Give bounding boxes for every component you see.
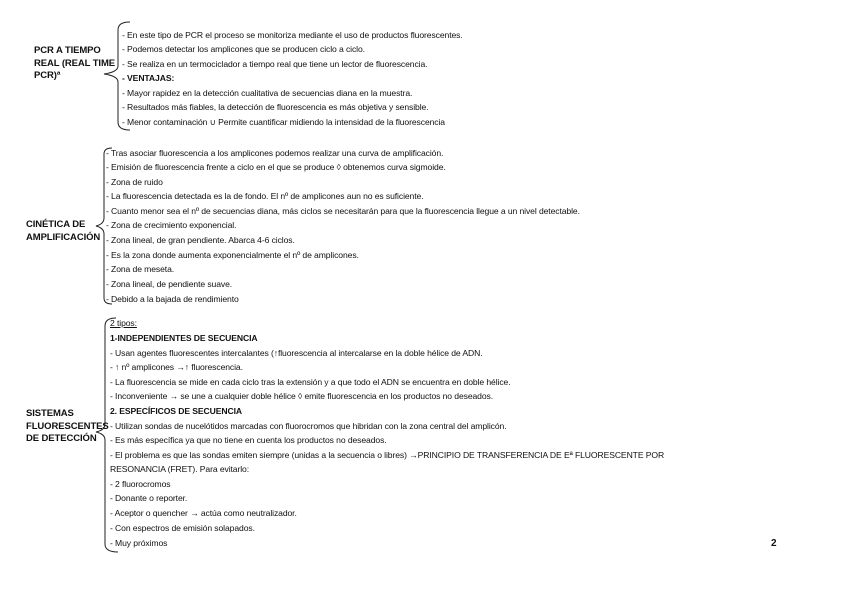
content-line: RESONANCIA (FRET). Para evitarlo: [110, 464, 250, 474]
content-line: - Usan agentes fluorescentes intercalantes (↑fluorescencia al intercalarse en la doble hélice de ADN. [110, 348, 483, 358]
section-label-cinetica [26, 219, 100, 244]
content-line: - Es la zona donde aumenta exponencialmente el nº de amplicones. [106, 250, 359, 260]
content-line: - Zona lineal, de gran pendiente. Abarca 4-6 ciclos. [106, 235, 295, 245]
content-line: - Zona de meseta. [106, 264, 175, 274]
content-line: - Menor contaminación ∪ Permite cuantificar midiendo la intensidad de la fluorescencia [122, 117, 445, 127]
tipos-heading: 2 tipos: [110, 318, 137, 328]
content-line: - En este tipo de PCR el proceso se monitoriza mediante el uso de productos fluorescentes. [122, 30, 463, 40]
content-line: - Podemos detectar los amplicones que se producen ciclo a ciclo. [122, 44, 365, 54]
content-line: - Se realiza en un termociclador a tiempo real que tiene un lector de fluorescencia. [122, 59, 428, 69]
content-line: - Aceptor o quencher → actúa como neutralizador. [110, 508, 297, 518]
section-label-pcr [34, 45, 115, 83]
content-line: - Muy próximos [110, 538, 168, 548]
section-label-sistemas [26, 408, 109, 446]
subheading-especificos: 2. ESPECÍFICOS DE SECUENCIA [110, 406, 242, 416]
label-line: DE DETECCIÓN [26, 433, 97, 444]
label-line: PCR)ª [34, 70, 61, 81]
content-line: - La fluorescencia se mide en cada ciclo tras la extensión y a que todo el ADN se encuentra en doble hélice. [110, 377, 511, 387]
subheading-independientes: 1-INDEPENDIENTES DE SECUENCIA [110, 333, 258, 343]
content-line: - Zona de ruido [106, 177, 163, 187]
content-line: - Debido a la bajada de rendimiento [106, 294, 239, 304]
label-line: REAL (REAL TIME [34, 57, 116, 69]
content-line: - Donante o reporter. [110, 493, 188, 503]
content-line: - Emisión de fluorescencia frente a ciclo en el que se produce ◊ obtenemos curva sigmoide. [106, 162, 446, 172]
page-number: 2 [771, 538, 777, 549]
content-line: - 2 fluorocromos [110, 479, 171, 489]
ventajas-heading: - VENTAJAS: [122, 73, 175, 83]
content-line: - Utilizan sondas de nucelótidos marcadas con fluorocromos que hibridan con la zona central del amplicón. [110, 421, 507, 431]
label-line: AMPLIFICACIÓN [26, 231, 101, 243]
content-line: - Zona de crecimiento exponencial. [106, 220, 237, 230]
label-line: CINÉTICA DE [26, 219, 86, 230]
content-line: - Tras asociar fluorescencia a los amplicones podemos realizar una curva de amplificación. [106, 148, 444, 158]
content-line: - El problema es que las sondas emiten siempre (unidas a la secuencia o libres) →PRINCIPIO DE TRANSFERENCIA DE Eª FLUORESCENTE POR [110, 450, 665, 460]
content-line: - Zona lineal, de pendiente suave. [106, 279, 233, 289]
content-line: - Resultados más fiables, la detección de fluorescencia es más objetiva y sensible. [122, 102, 429, 112]
content-line: - Inconveniente → se une a cualquier doble hélice ◊ emite fluorescencia en los productos no deseados. [110, 391, 494, 401]
label-line: PCR A TIEMPO [34, 45, 101, 56]
content-line: - Es más específica ya que no tiene en cuenta los productos no deseados. [110, 435, 387, 445]
content-line: - ↑ nº amplicones →↑ fluorescencia. [110, 362, 243, 372]
label-line: FLUORESCENTES [26, 420, 109, 432]
content-line: - La fluorescencia detectada es la de fondo. El nº de amplicones aun no es suficiente. [106, 191, 424, 201]
content-line: - Mayor rapidez en la detección cualitativa de secuencias diana en la muestra. [122, 88, 413, 98]
label-line: SISTEMAS [26, 408, 74, 419]
content-line: - Cuanto menor sea el nº de secuencias diana, más ciclos se necesitarán para que la fluorescencia llegue a un nivel detectable. [106, 206, 580, 216]
content-line: - Con espectros de emisión solapados. [110, 523, 255, 533]
